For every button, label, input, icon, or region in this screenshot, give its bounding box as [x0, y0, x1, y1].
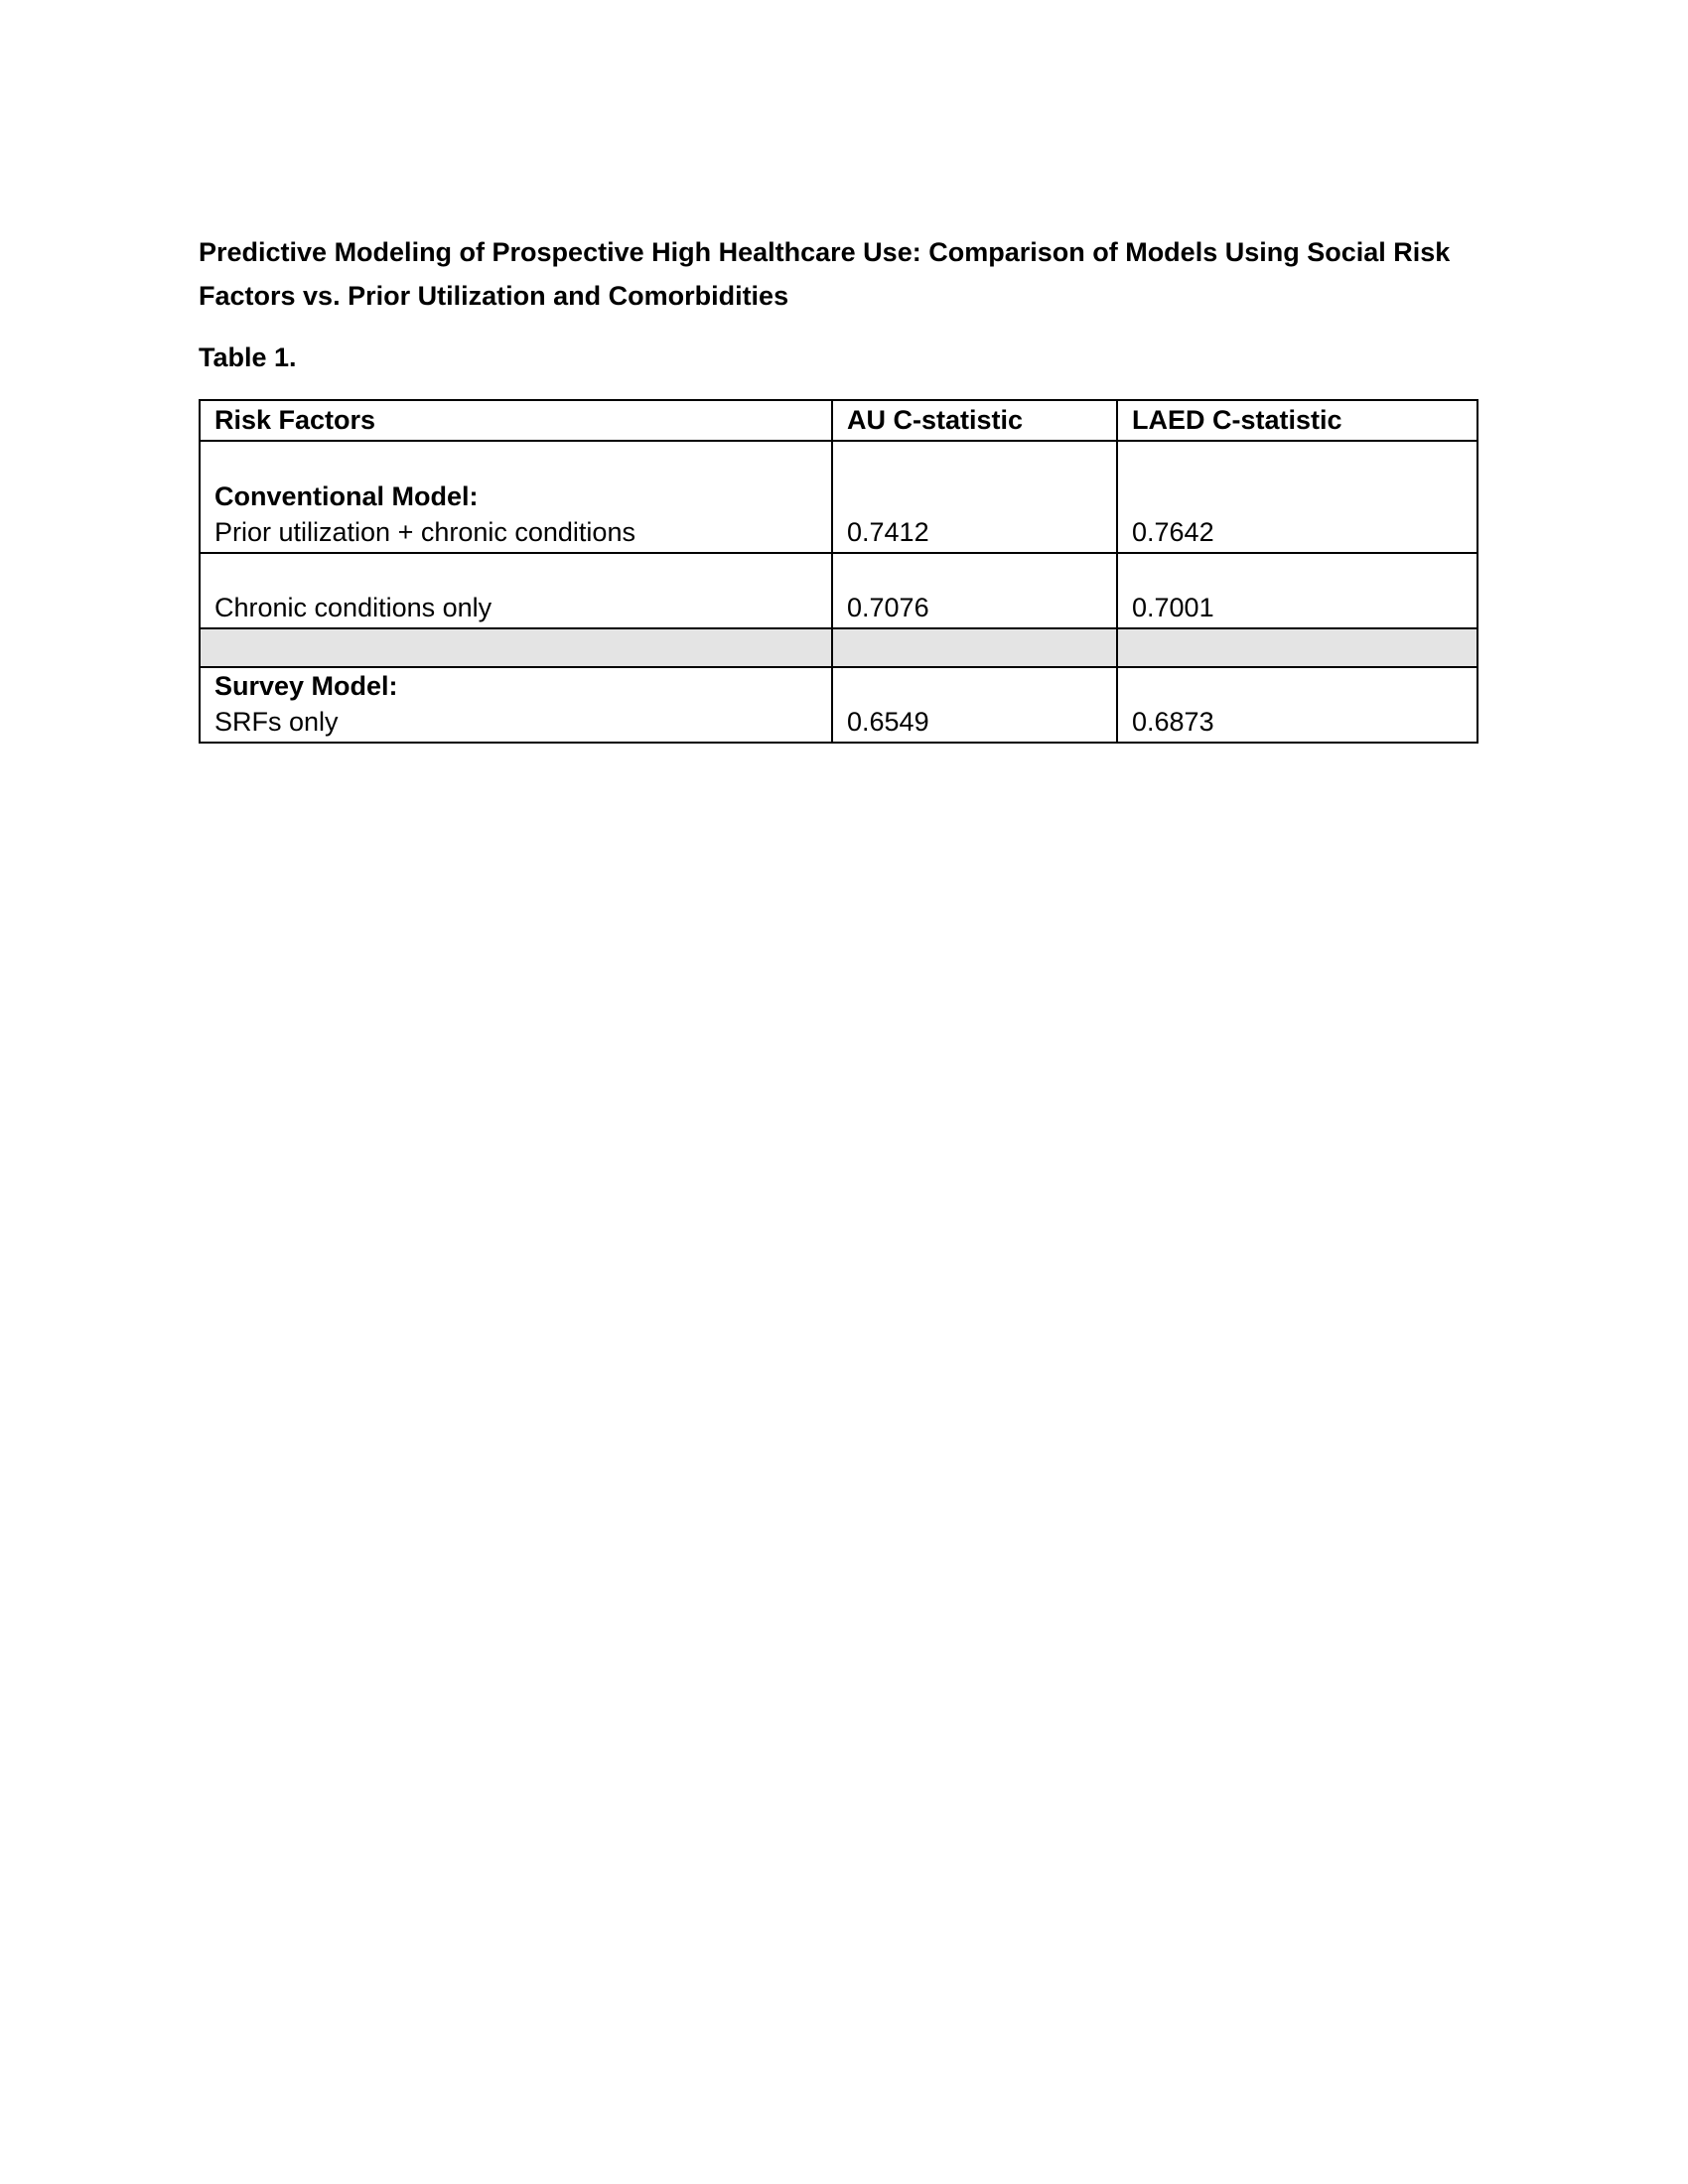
header-laed-c-statistic: LAED C-statistic: [1117, 400, 1477, 441]
au-value-cell: 0.7076: [832, 553, 1117, 628]
table-row: [200, 553, 1477, 628]
au-value-cell: 0.6549: [832, 667, 1117, 743]
laed-value-cell: 0.7001: [1117, 553, 1477, 628]
header-risk-factors: Risk Factors: [200, 400, 832, 441]
results-table: [199, 399, 1478, 744]
au-value-cell: 0.7412: [832, 441, 1117, 553]
table-row: [200, 667, 1477, 743]
risk-factor-cell: [200, 441, 832, 553]
spacer-cell: [1117, 628, 1477, 667]
row-label: SRFs only: [214, 707, 339, 737]
spacer-cell: [832, 628, 1117, 667]
group-label: Survey Model:: [214, 671, 398, 701]
table-caption: Table 1.: [199, 342, 297, 372]
table-row: [200, 441, 1477, 553]
laed-value-cell: 0.6873: [1117, 667, 1477, 743]
shaded-spacer-row: [200, 628, 1477, 667]
group-label: Conventional Model:: [214, 481, 479, 511]
laed-value-cell: 0.7642: [1117, 441, 1477, 553]
row-label: Prior utilization + chronic conditions: [214, 517, 635, 547]
document-title: Predictive Modeling of Prospective High Healthcare Use: Comparison of Models Using Social Risk Factors vs. Prior Utilization and Comorbidities: [199, 237, 1451, 311]
header-au-c-statistic: AU C-statistic: [832, 400, 1117, 441]
row-label: Chronic conditions only: [214, 593, 492, 622]
risk-factor-cell: [200, 667, 832, 743]
spacer-cell: [200, 628, 832, 667]
risk-factor-cell: [200, 553, 832, 628]
table-header-row: [200, 400, 1477, 441]
